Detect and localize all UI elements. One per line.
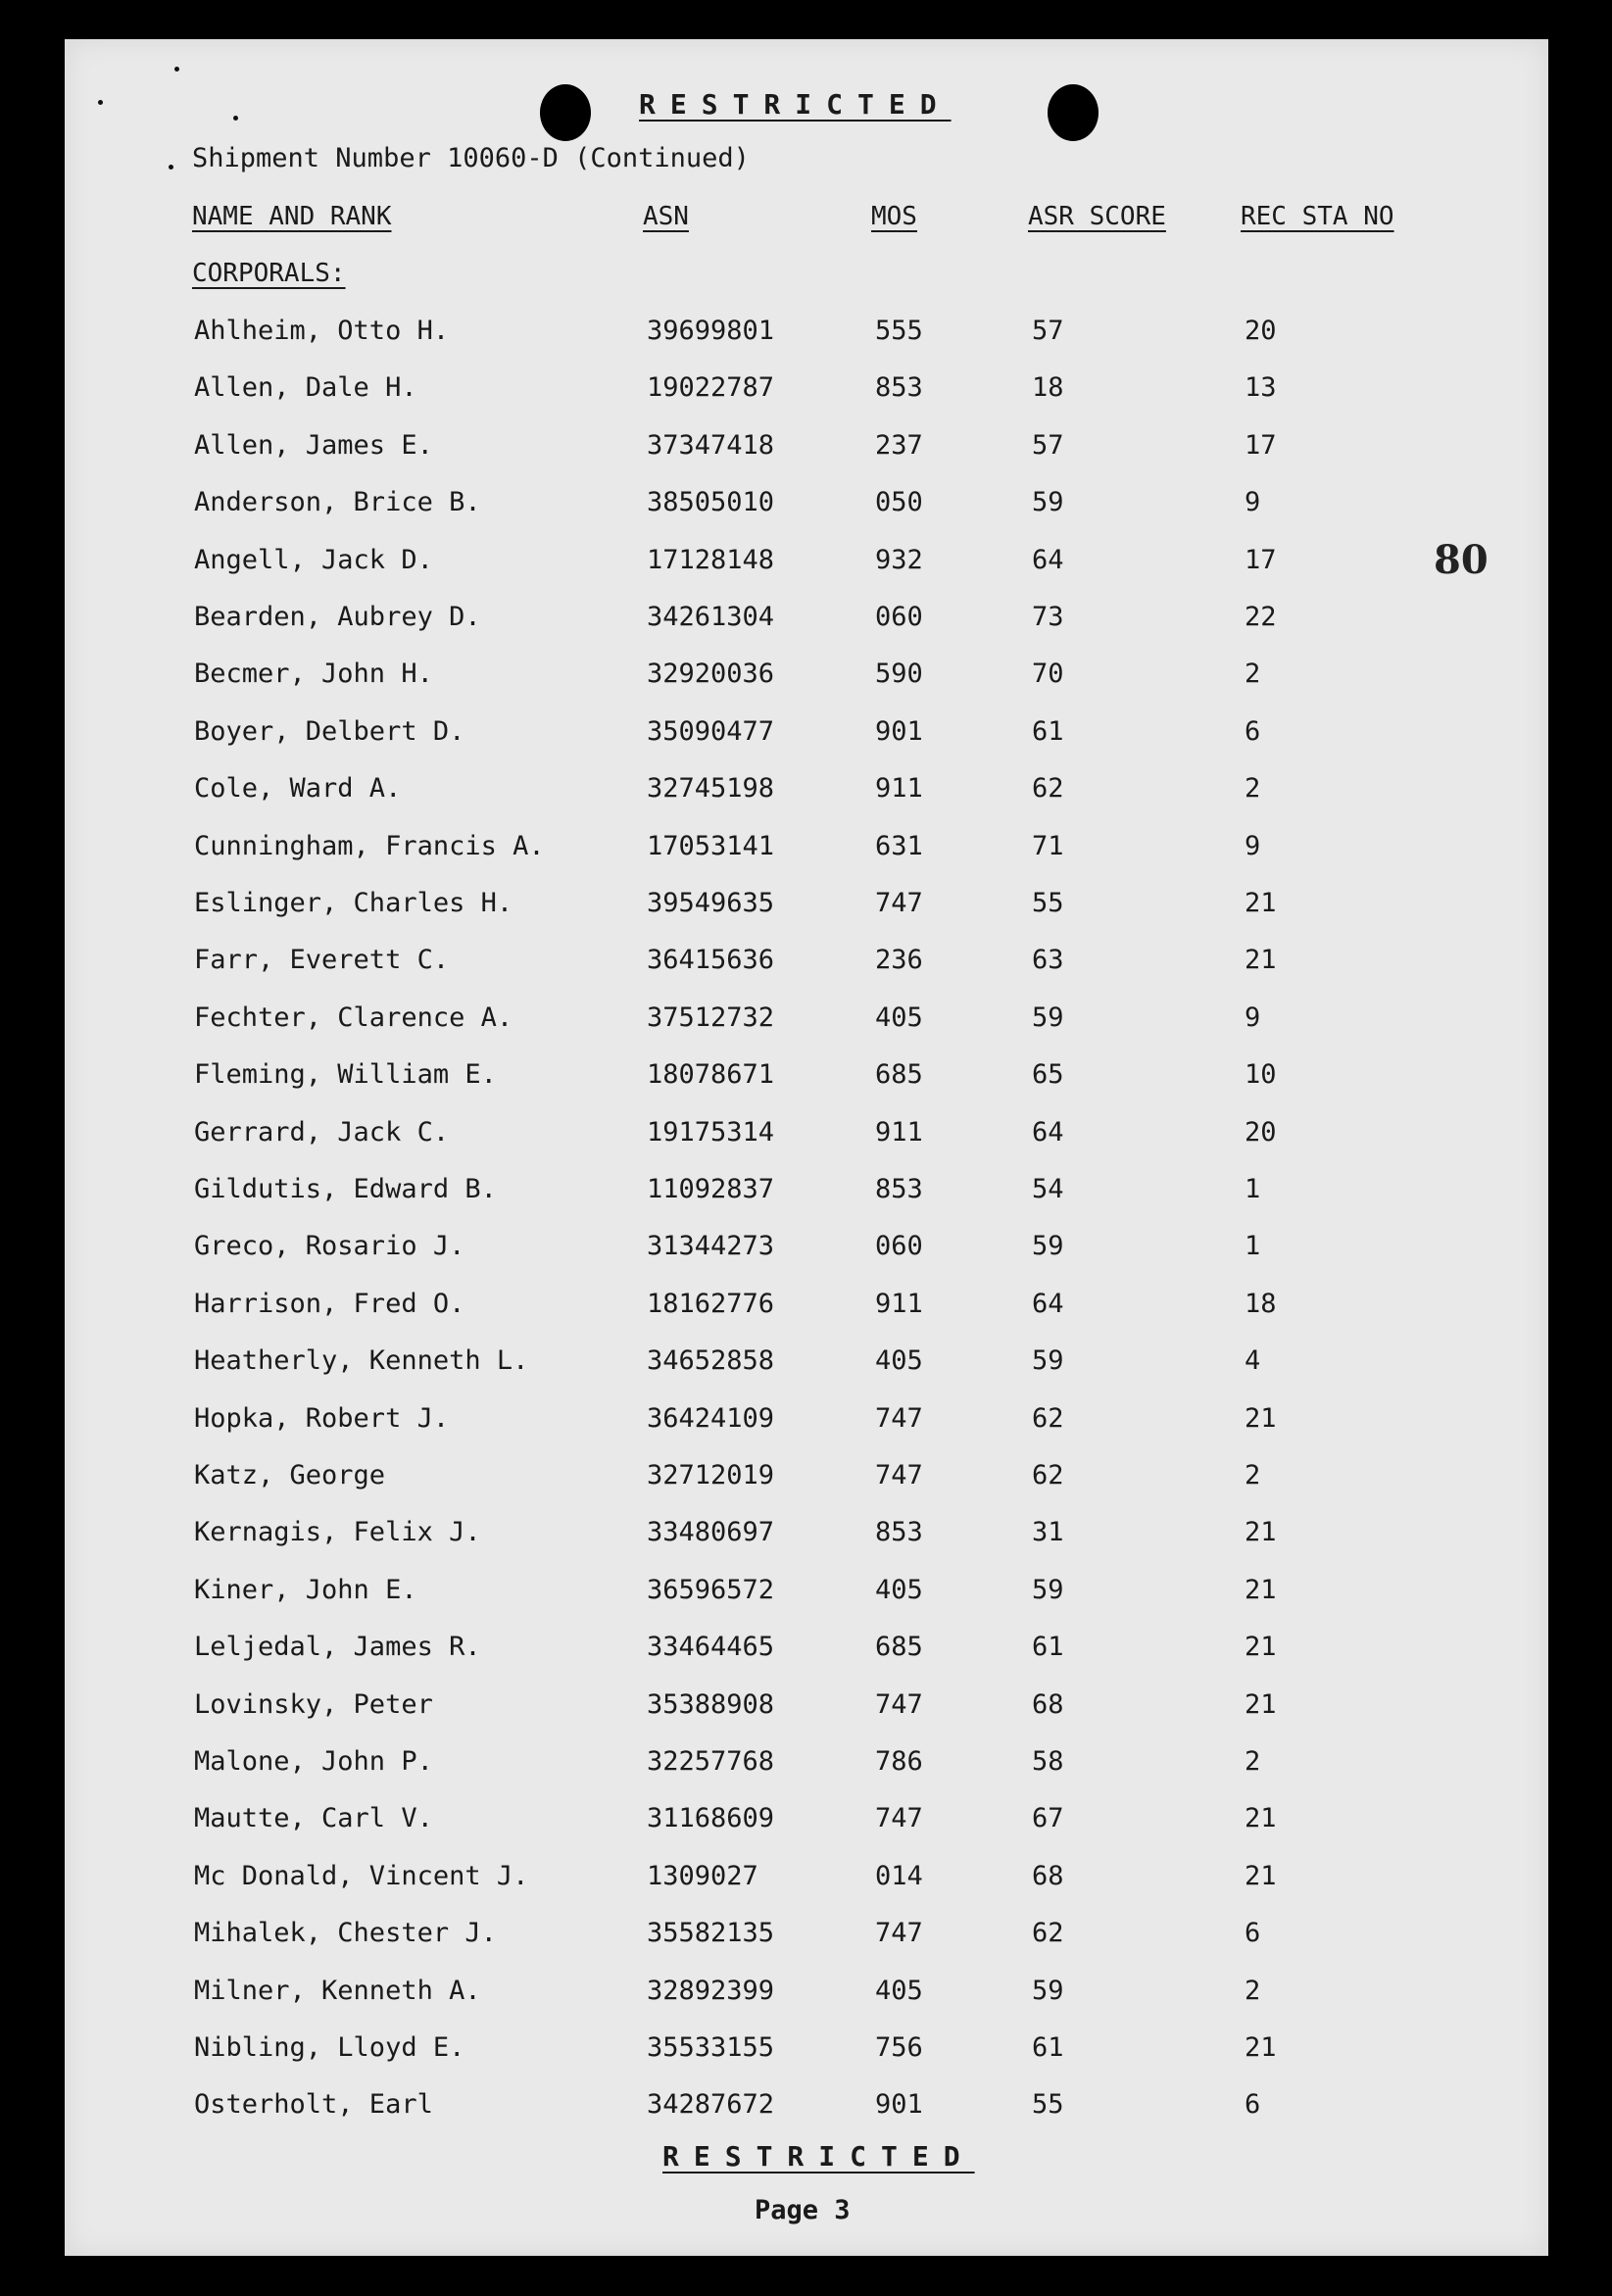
rec-sta-no-cell: 2 <box>1245 659 1261 690</box>
asn-cell: 32712019 <box>647 1460 775 1490</box>
asn-cell: 38505010 <box>647 487 775 518</box>
rec-sta-no-cell: 20 <box>1245 316 1277 346</box>
rec-sta-no-cell: 22 <box>1245 602 1277 632</box>
asr-score-cell: 62 <box>1032 1918 1064 1949</box>
speck <box>174 67 179 72</box>
mos-cell: 911 <box>875 1116 923 1148</box>
column-header-mos: MOS <box>871 202 917 231</box>
table-row <box>0 1517 1612 1556</box>
table-row <box>0 1403 1612 1442</box>
rec-sta-no-cell: 2 <box>1245 1975 1261 2006</box>
asr-score-cell: 64 <box>1032 544 1064 575</box>
rec-sta-no-cell: 21 <box>1245 1860 1277 1891</box>
punch-hole-left <box>540 84 591 141</box>
name-cell: Kiner, John E. <box>194 1574 417 1605</box>
mos-cell: 747 <box>875 1918 923 1949</box>
mos-cell: 405 <box>875 1001 923 1033</box>
name-cell: Bearden, Aubrey D. <box>194 602 481 632</box>
table-row <box>0 430 1612 469</box>
table-row <box>0 545 1612 584</box>
name-cell: Greco, Rosario J. <box>194 1231 465 1262</box>
asn-cell: 19022787 <box>647 372 775 404</box>
mos-cell: 405 <box>875 1975 923 2006</box>
shipment-number: Shipment Number 10060-D (Continued) <box>192 143 750 173</box>
margin-note: 80 <box>1434 537 1489 583</box>
rec-sta-no-cell: 1 <box>1245 1174 1261 1204</box>
asr-score-cell: 59 <box>1032 1001 1064 1033</box>
asn-cell: 32745198 <box>647 773 775 805</box>
section-title: CORPORALS: <box>192 259 346 288</box>
asr-score-cell: 70 <box>1032 659 1064 690</box>
asn-cell: 35533155 <box>647 2032 775 2063</box>
table-row <box>0 1803 1612 1842</box>
table-row <box>0 888 1612 927</box>
table-row <box>0 1746 1612 1785</box>
table-row <box>0 1345 1612 1385</box>
mos-cell: 555 <box>875 316 923 346</box>
asr-score-cell: 59 <box>1032 1345 1064 1377</box>
table-row <box>0 1632 1612 1671</box>
asr-score-cell: 62 <box>1032 1460 1064 1490</box>
column-header-name: NAME AND RANK <box>192 202 392 231</box>
mos-cell: 631 <box>875 830 923 861</box>
asn-cell: 32920036 <box>647 659 775 690</box>
asr-score-cell: 57 <box>1032 316 1064 346</box>
column-header-asn: ASN <box>643 202 689 231</box>
punch-hole-right <box>1048 84 1099 141</box>
asn-cell: 37347418 <box>647 429 775 461</box>
table-row <box>0 1918 1612 1957</box>
asr-score-cell: 71 <box>1032 830 1064 861</box>
name-cell: Ahlheim, Otto H. <box>194 316 450 346</box>
name-cell: Allen, James E. <box>194 429 433 461</box>
asr-score-cell: 62 <box>1032 773 1064 805</box>
name-cell: Eslinger, Charles H. <box>194 888 513 918</box>
name-cell: Katz, George <box>194 1460 386 1490</box>
mos-cell: 685 <box>875 1632 923 1663</box>
name-cell: Cunningham, Francis A. <box>194 830 545 861</box>
rec-sta-no-cell: 9 <box>1245 1001 1261 1033</box>
page-number: Page 3 <box>755 2195 851 2225</box>
table-row <box>0 487 1612 526</box>
table-row <box>0 1976 1612 2015</box>
speck <box>233 116 238 121</box>
mos-cell: 853 <box>875 372 923 404</box>
mos-cell: 911 <box>875 1288 923 1319</box>
asr-score-cell: 64 <box>1032 1116 1064 1148</box>
asn-cell: 18078671 <box>647 1059 775 1091</box>
rec-sta-no-cell: 13 <box>1245 372 1277 404</box>
asr-score-cell: 67 <box>1032 1803 1064 1834</box>
asr-score-cell: 59 <box>1032 1231 1064 1262</box>
rec-sta-no-cell: 4 <box>1245 1345 1261 1377</box>
table-row <box>0 316 1612 355</box>
asr-score-cell: 31 <box>1032 1517 1064 1548</box>
mos-cell: 405 <box>875 1574 923 1605</box>
rec-sta-no-cell: 21 <box>1245 1402 1277 1434</box>
column-header-asr-score: ASR SCORE <box>1028 202 1166 231</box>
asr-score-cell: 18 <box>1032 372 1064 404</box>
asn-cell: 32257768 <box>647 1746 775 1777</box>
rec-sta-no-cell: 2 <box>1245 1746 1261 1777</box>
name-cell: Angell, Jack D. <box>194 544 433 575</box>
table-row <box>0 1289 1612 1328</box>
rec-sta-no-cell: 21 <box>1245 1688 1277 1720</box>
name-cell: Lovinsky, Peter <box>194 1688 433 1720</box>
column-header-rec-sta-no: REC STA NO <box>1241 202 1394 231</box>
asr-score-cell: 73 <box>1032 602 1064 632</box>
rec-sta-no-cell: 21 <box>1245 888 1277 918</box>
name-cell: Gildutis, Edward B. <box>194 1174 497 1204</box>
asn-cell: 36596572 <box>647 1574 775 1605</box>
asr-score-cell: 59 <box>1032 1975 1064 2006</box>
asn-cell: 34261304 <box>647 602 775 632</box>
rec-sta-no-cell: 17 <box>1245 544 1277 575</box>
asn-cell: 35090477 <box>647 715 775 747</box>
name-cell: Farr, Everett C. <box>194 945 450 976</box>
asn-cell: 33464465 <box>647 1632 775 1663</box>
asn-cell: 36415636 <box>647 945 775 976</box>
rec-sta-no-cell: 18 <box>1245 1288 1277 1319</box>
rec-sta-no-cell: 2 <box>1245 1460 1261 1490</box>
mos-cell: 747 <box>875 888 923 918</box>
rec-sta-no-cell: 9 <box>1245 830 1261 861</box>
rec-sta-no-cell: 21 <box>1245 945 1277 976</box>
rec-sta-no-cell: 21 <box>1245 1574 1277 1605</box>
asn-cell: 39549635 <box>647 888 775 918</box>
table-row <box>0 372 1612 412</box>
mos-cell: 853 <box>875 1517 923 1548</box>
restricted-footer: RESTRICTED <box>662 2140 975 2173</box>
table-row <box>0 945 1612 984</box>
name-cell: Cole, Ward A. <box>194 773 402 805</box>
name-cell: Malone, John P. <box>194 1746 433 1777</box>
rec-sta-no-cell: 21 <box>1245 2032 1277 2063</box>
name-cell: Leljedal, James R. <box>194 1632 481 1663</box>
asr-score-cell: 59 <box>1032 1574 1064 1605</box>
asr-score-cell: 61 <box>1032 715 1064 747</box>
mos-cell: 932 <box>875 544 923 575</box>
asn-cell: 32892399 <box>647 1975 775 2006</box>
asr-score-cell: 61 <box>1032 1632 1064 1663</box>
name-cell: Fechter, Clarence A. <box>194 1001 513 1033</box>
asr-score-cell: 68 <box>1032 1688 1064 1720</box>
asr-score-cell: 68 <box>1032 1860 1064 1891</box>
asr-score-cell: 55 <box>1032 2089 1064 2121</box>
asr-score-cell: 54 <box>1032 1174 1064 1204</box>
rec-sta-no-cell: 6 <box>1245 715 1261 747</box>
asn-cell: 19175314 <box>647 1116 775 1148</box>
asn-cell: 31168609 <box>647 1803 775 1834</box>
name-cell: Harrison, Fred O. <box>194 1288 465 1319</box>
restricted-header: RESTRICTED <box>639 88 952 121</box>
table-row <box>0 602 1612 641</box>
asn-cell: 1309027 <box>647 1860 758 1891</box>
asn-cell: 31344273 <box>647 1231 775 1262</box>
mos-cell: 050 <box>875 487 923 518</box>
table-row <box>0 773 1612 812</box>
rec-sta-no-cell: 21 <box>1245 1632 1277 1663</box>
rec-sta-no-cell: 17 <box>1245 429 1277 461</box>
mos-cell: 590 <box>875 659 923 690</box>
table-row <box>0 1231 1612 1270</box>
name-cell: Osterholt, Earl <box>194 2089 433 2121</box>
asn-cell: 35388908 <box>647 1688 775 1720</box>
name-cell: Allen, Dale H. <box>194 372 417 404</box>
rec-sta-no-cell: 9 <box>1245 487 1261 518</box>
name-cell: Mihalek, Chester J. <box>194 1918 497 1949</box>
table-row <box>0 2089 1612 2128</box>
table-row <box>0 1117 1612 1156</box>
name-cell: Kernagis, Felix J. <box>194 1517 481 1548</box>
mos-cell: 901 <box>875 2089 923 2121</box>
asr-score-cell: 57 <box>1032 429 1064 461</box>
rec-sta-no-cell: 21 <box>1245 1517 1277 1548</box>
table-row <box>0 659 1612 698</box>
mos-cell: 236 <box>875 945 923 976</box>
asr-score-cell: 59 <box>1032 487 1064 518</box>
table-row <box>0 1174 1612 1213</box>
asr-score-cell: 61 <box>1032 2032 1064 2063</box>
asn-cell: 18162776 <box>647 1288 775 1319</box>
table-row <box>0 2032 1612 2072</box>
asr-score-cell: 64 <box>1032 1288 1064 1319</box>
mos-cell: 786 <box>875 1746 923 1777</box>
asn-cell: 33480697 <box>647 1517 775 1548</box>
rec-sta-no-cell: 10 <box>1245 1059 1277 1091</box>
name-cell: Milner, Kenneth A. <box>194 1975 481 2006</box>
asn-cell: 35582135 <box>647 1918 775 1949</box>
mos-cell: 747 <box>875 1402 923 1434</box>
asr-score-cell: 55 <box>1032 888 1064 918</box>
mos-cell: 911 <box>875 773 923 805</box>
mos-cell: 747 <box>875 1803 923 1834</box>
name-cell: Gerrard, Jack C. <box>194 1116 450 1148</box>
asr-score-cell: 63 <box>1032 945 1064 976</box>
speck <box>169 165 173 170</box>
mos-cell: 405 <box>875 1345 923 1377</box>
mos-cell: 853 <box>875 1174 923 1204</box>
mos-cell: 901 <box>875 715 923 747</box>
name-cell: Boyer, Delbert D. <box>194 715 465 747</box>
name-cell: Anderson, Brice B. <box>194 487 481 518</box>
table-row <box>0 1059 1612 1099</box>
rec-sta-no-cell: 1 <box>1245 1231 1261 1262</box>
asr-score-cell: 62 <box>1032 1402 1064 1434</box>
asn-cell: 34287672 <box>647 2089 775 2121</box>
table-row <box>0 831 1612 870</box>
rec-sta-no-cell: 2 <box>1245 773 1261 805</box>
mos-cell: 237 <box>875 429 923 461</box>
asn-cell: 11092837 <box>647 1174 775 1204</box>
table-row <box>0 1575 1612 1614</box>
asn-cell: 34652858 <box>647 1345 775 1377</box>
asr-score-cell: 58 <box>1032 1746 1064 1777</box>
asn-cell: 17128148 <box>647 544 775 575</box>
rec-sta-no-cell: 20 <box>1245 1116 1277 1148</box>
mos-cell: 060 <box>875 1231 923 1262</box>
mos-cell: 014 <box>875 1860 923 1891</box>
table-row <box>0 1689 1612 1729</box>
rec-sta-no-cell: 21 <box>1245 1803 1277 1834</box>
name-cell: Fleming, William E. <box>194 1059 497 1091</box>
table-row <box>0 1861 1612 1900</box>
name-cell: Hopka, Robert J. <box>194 1402 450 1434</box>
name-cell: Heatherly, Kenneth L. <box>194 1345 529 1377</box>
mos-cell: 747 <box>875 1688 923 1720</box>
name-cell: Mc Donald, Vincent J. <box>194 1860 529 1891</box>
asn-cell: 17053141 <box>647 830 775 861</box>
rec-sta-no-cell: 6 <box>1245 1918 1261 1949</box>
asn-cell: 39699801 <box>647 316 775 346</box>
table-row <box>0 1460 1612 1499</box>
name-cell: Becmer, John H. <box>194 659 433 690</box>
speck <box>98 100 103 105</box>
name-cell: Nibling, Lloyd E. <box>194 2032 465 2063</box>
asn-cell: 37512732 <box>647 1001 775 1033</box>
table-row <box>0 716 1612 756</box>
mos-cell: 756 <box>875 2032 923 2063</box>
asn-cell: 36424109 <box>647 1402 775 1434</box>
rec-sta-no-cell: 6 <box>1245 2089 1261 2121</box>
table-row <box>0 1002 1612 1042</box>
name-cell: Mautte, Carl V. <box>194 1803 433 1834</box>
mos-cell: 747 <box>875 1460 923 1490</box>
mos-cell: 060 <box>875 602 923 632</box>
asr-score-cell: 65 <box>1032 1059 1064 1091</box>
mos-cell: 685 <box>875 1059 923 1091</box>
